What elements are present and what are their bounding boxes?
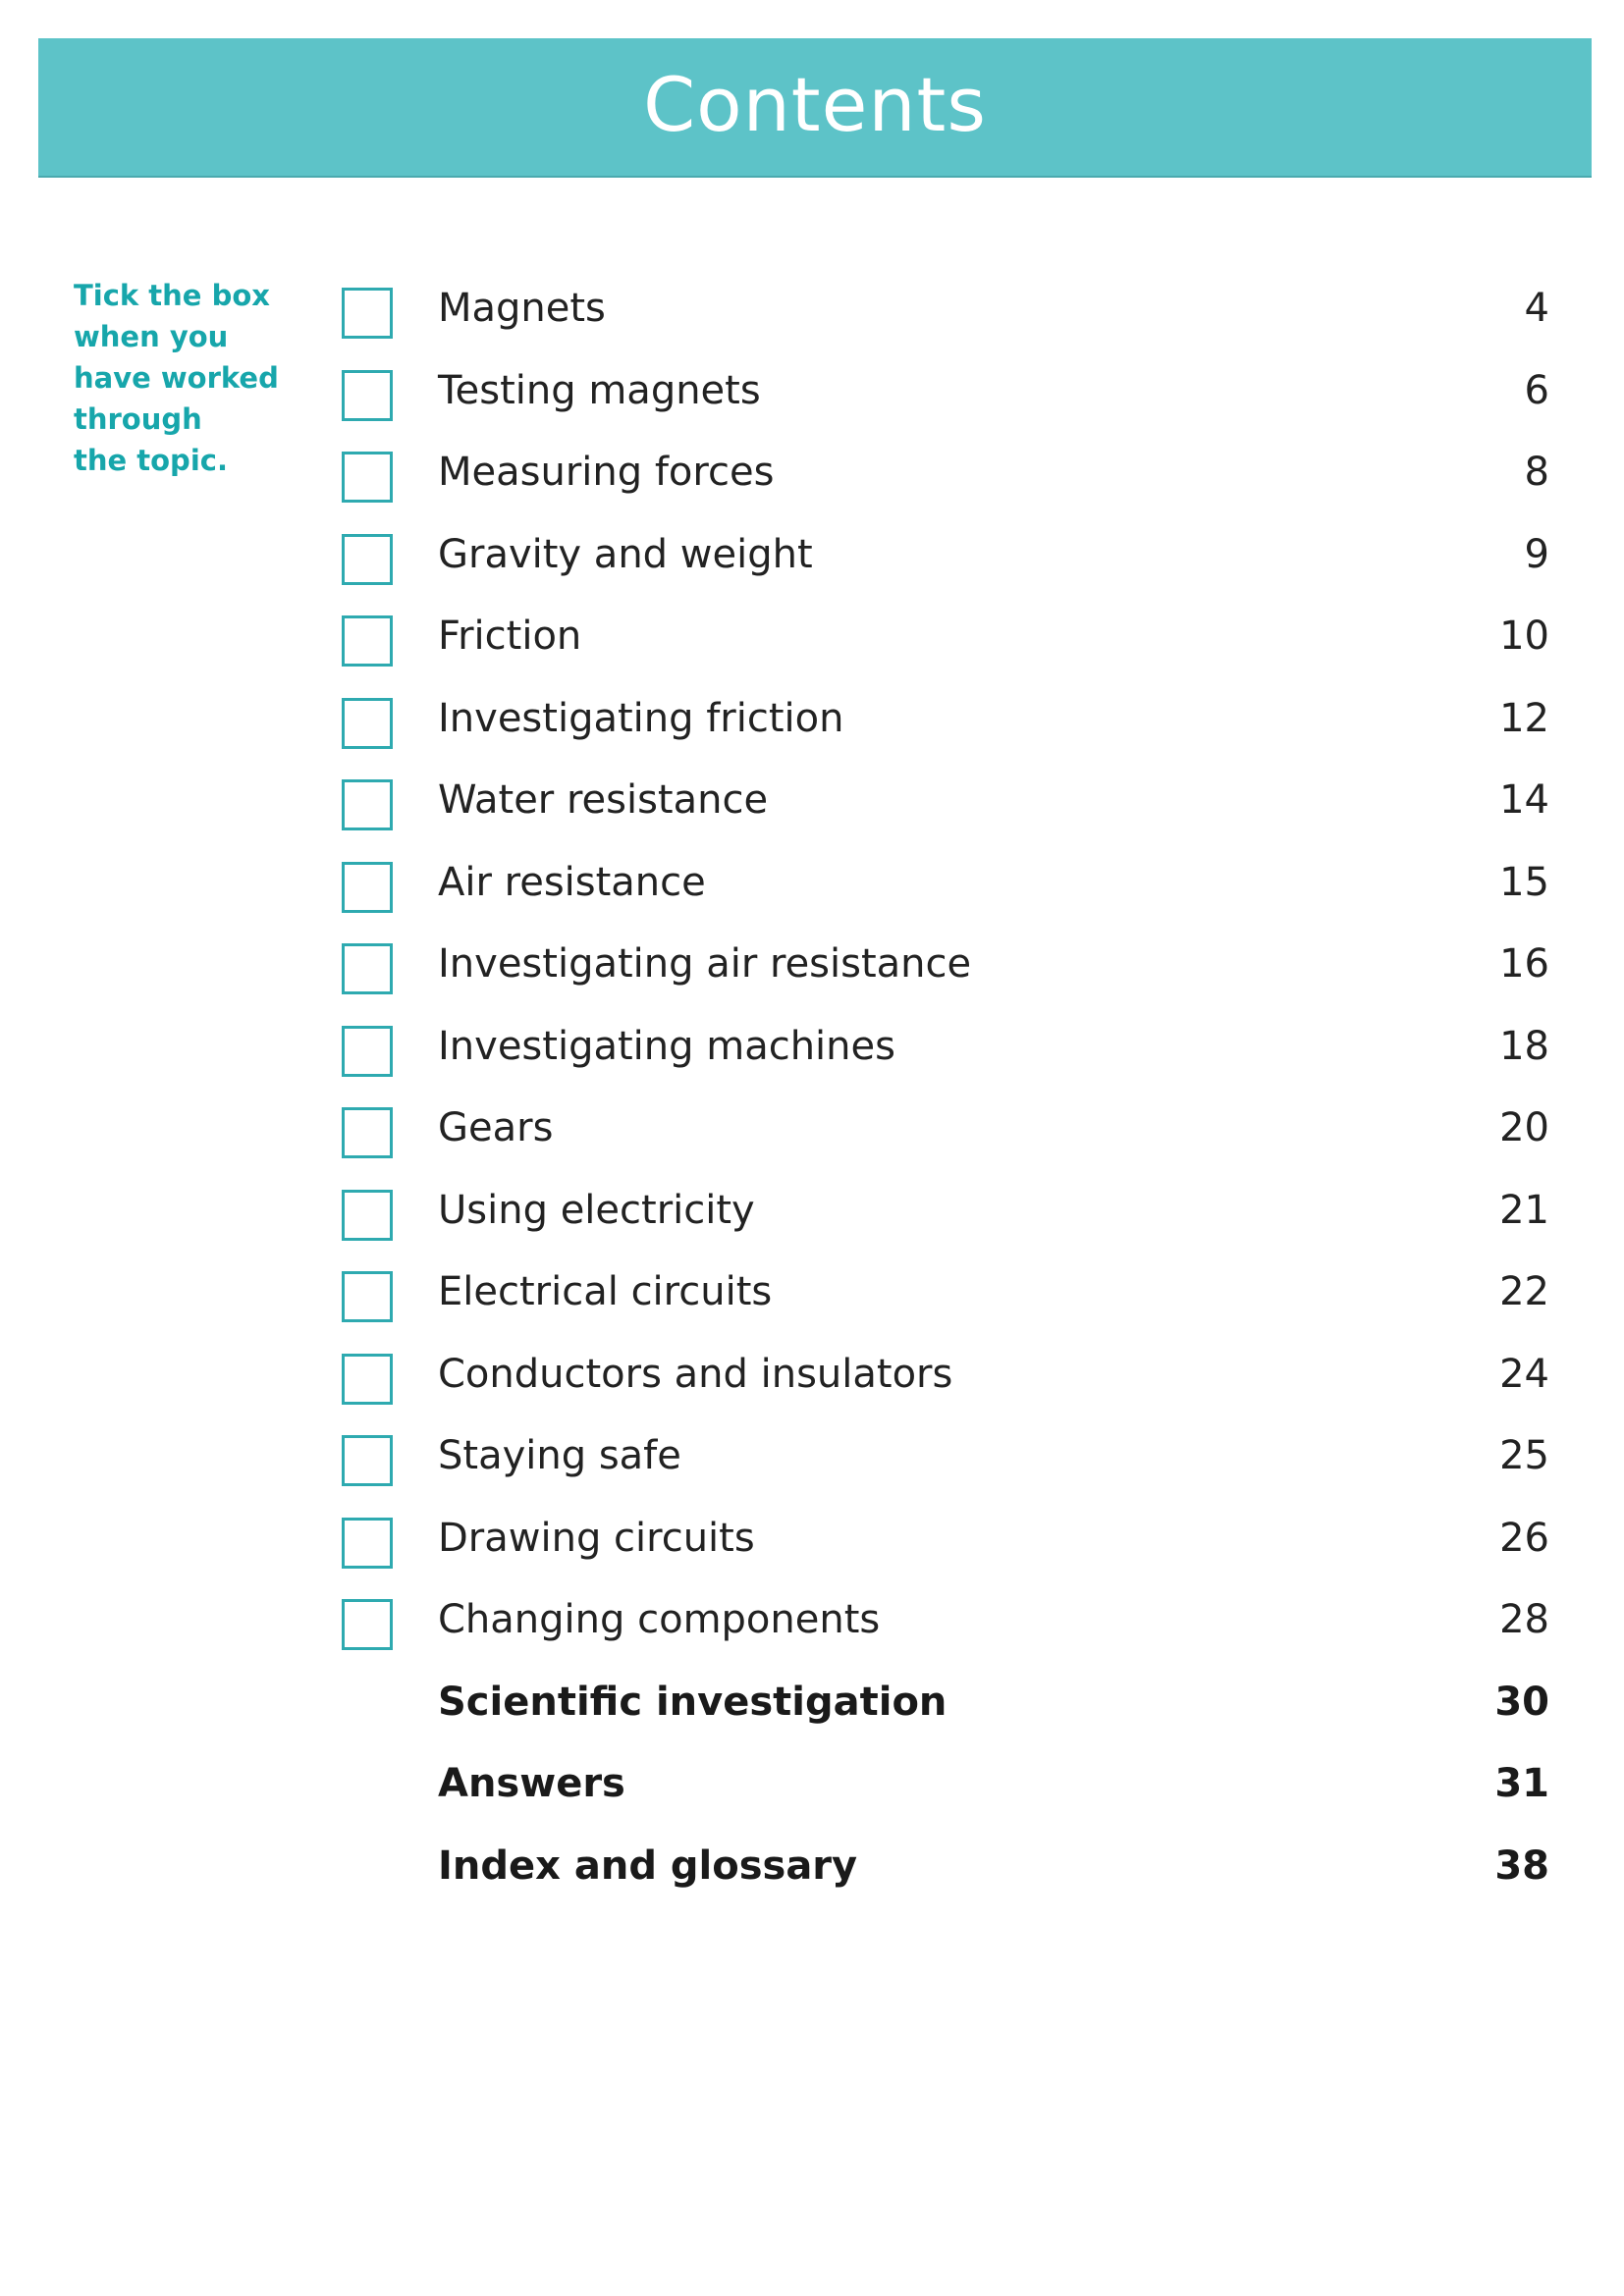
toc-entry	[0, 841, 1624, 924]
toc-entry-title: Investigating air resistance	[438, 941, 972, 987]
toc-entry-page-number: 12	[1499, 696, 1549, 741]
instruction-line: Tick the box	[74, 279, 270, 312]
toc-entry	[0, 1087, 1624, 1169]
toc-entry-title: Index and glossary	[438, 1843, 858, 1889]
toc-entry	[0, 1415, 1624, 1497]
toc-entry-title: Measuring forces	[438, 450, 775, 495]
topic-checkbox[interactable]	[342, 288, 393, 339]
topic-checkbox[interactable]	[342, 615, 393, 667]
topic-checkbox[interactable]	[342, 534, 393, 585]
toc-entry	[0, 1005, 1624, 1088]
toc-entry-title: Testing magnets	[438, 368, 761, 413]
topic-checkbox[interactable]	[342, 1599, 393, 1650]
toc-entry	[0, 1742, 1624, 1825]
toc-entry-page-number: 21	[1499, 1188, 1549, 1233]
header-banner	[38, 38, 1592, 178]
topic-checkbox[interactable]	[342, 1026, 393, 1077]
topic-checkbox[interactable]	[342, 779, 393, 830]
toc-entry-page-number: 22	[1499, 1269, 1549, 1314]
toc-entry-page-number: 26	[1499, 1516, 1549, 1561]
topic-checkbox[interactable]	[342, 370, 393, 421]
toc-entry	[0, 1251, 1624, 1333]
toc-entry-title: Investigating machines	[438, 1024, 895, 1069]
toc-entry-title: Air resistance	[438, 860, 706, 905]
toc-entry	[0, 1825, 1624, 1907]
toc-entry	[0, 349, 1624, 432]
topic-checkbox[interactable]	[342, 1107, 393, 1158]
toc-entry-page-number: 10	[1499, 614, 1549, 659]
toc-entry-title: Magnets	[438, 286, 606, 331]
toc-entry-page-number: 24	[1499, 1352, 1549, 1397]
instruction-line: have worked	[74, 361, 279, 395]
toc-entry-title: Changing components	[438, 1597, 881, 1642]
toc-entry-page-number: 18	[1499, 1024, 1549, 1069]
topic-checkbox[interactable]	[342, 1190, 393, 1241]
toc-entry-title: Scientific investigation	[438, 1680, 947, 1725]
toc-entry-title: Investigating friction	[438, 696, 844, 741]
topic-checkbox[interactable]	[342, 943, 393, 994]
toc-entry-page-number: 20	[1499, 1105, 1549, 1150]
topic-checkbox[interactable]	[342, 862, 393, 913]
toc-entry-page-number: 25	[1499, 1433, 1549, 1478]
instruction-line: through	[74, 402, 202, 436]
toc-entry-title: Electrical circuits	[438, 1269, 773, 1314]
toc-entry-title: Using electricity	[438, 1188, 755, 1233]
topic-checkbox[interactable]	[342, 452, 393, 503]
topic-checkbox[interactable]	[342, 1354, 393, 1405]
toc-entry	[0, 513, 1624, 596]
toc-entry	[0, 1578, 1624, 1661]
topic-checkbox[interactable]	[342, 1518, 393, 1569]
toc-entry-page-number: 28	[1499, 1597, 1549, 1642]
toc-entry	[0, 267, 1624, 349]
toc-entry-title: Answers	[438, 1761, 625, 1806]
instruction-line: the topic.	[74, 444, 228, 477]
toc-entry-page-number: 14	[1499, 777, 1549, 823]
topic-checkbox[interactable]	[342, 1271, 393, 1322]
toc-entry-page-number: 31	[1494, 1761, 1549, 1806]
toc-entry-page-number: 30	[1494, 1680, 1549, 1725]
toc-entry	[0, 1169, 1624, 1252]
toc-entry-page-number: 4	[1524, 286, 1549, 331]
toc-entry	[0, 923, 1624, 1005]
toc-entry	[0, 677, 1624, 760]
toc-entry-title: Gears	[438, 1105, 554, 1150]
toc-entry-title: Staying safe	[438, 1433, 681, 1478]
toc-entry-page-number: 6	[1524, 368, 1549, 413]
topic-checkbox[interactable]	[342, 698, 393, 749]
toc-entry-title: Friction	[438, 614, 582, 659]
topic-checkbox[interactable]	[342, 1435, 393, 1486]
toc-entry-page-number: 8	[1524, 450, 1549, 495]
toc-entry	[0, 1497, 1624, 1579]
toc-entry-title: Water resistance	[438, 777, 769, 823]
toc-entry-title: Conductors and insulators	[438, 1352, 953, 1397]
toc-entry	[0, 1661, 1624, 1743]
toc-entry-page-number: 16	[1499, 941, 1549, 987]
toc-entry-title: Gravity and weight	[438, 532, 813, 577]
toc-entry-page-number: 38	[1494, 1843, 1549, 1889]
instruction-line: when you	[74, 320, 229, 353]
toc-entry	[0, 595, 1624, 677]
toc-entry-page-number: 15	[1499, 860, 1549, 905]
toc-entry	[0, 1333, 1624, 1415]
page-title: Contents	[643, 61, 987, 148]
toc-entry-title: Drawing circuits	[438, 1516, 755, 1561]
toc-entry-page-number: 9	[1524, 532, 1549, 577]
toc-entry	[0, 759, 1624, 841]
toc-entry	[0, 431, 1624, 513]
